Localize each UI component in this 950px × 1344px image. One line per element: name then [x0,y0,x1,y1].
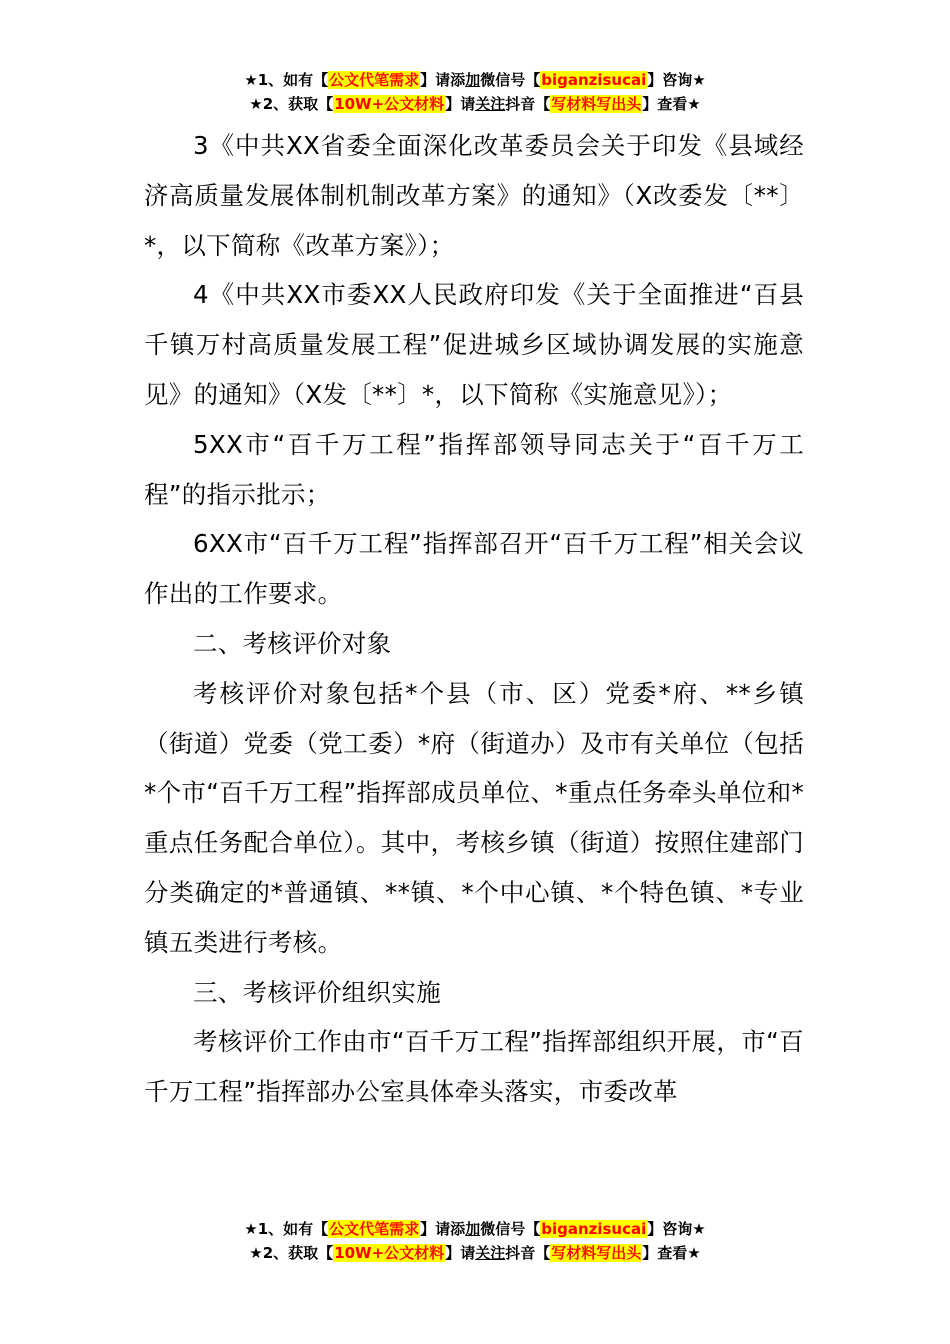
banner-text: 微信号【 [480,1220,541,1238]
banner-line-1 [0,1217,950,1241]
banner-line-2 [0,1241,950,1265]
banner-highlight-wechat-id: biganzisucai [541,1220,647,1238]
banner-highlight: 10W+公文材料 [334,1244,445,1262]
footer-banner [0,1217,950,1265]
banner-text: ★1、如有【 [244,71,329,89]
banner-text: 】查看★ [642,1244,701,1262]
paragraph-evaluation-targets: 考核评价对象包括*个县（市、区）党委*府、**乡镇（街道）党委（党工委）*府（街道办）及市有关单位（包括*个市“百千万工程”指挥部成员单位、*重点任务牵头单位和*重点任务配合单位）。其中，考核乡镇（街道）按照住建部门分类确定的*普通镇、**镇、*个中心镇、*个特色镇、*专业镇五类进行考核。 [144,678,804,957]
banner-underlined-text: 加 [465,71,481,89]
banner-highlight-douyin: 写材料写出头 [551,95,642,113]
section-heading-2: 二、考核评价对象 [193,628,392,658]
banner-text: 】请添 [420,71,466,89]
section-heading-3: 三、考核评价组织实施 [193,977,441,1007]
banner-text: ★2、获取【 [249,95,334,113]
paragraph-item-3: 3《中共XX省委全面深化改革委员会关于印发《县域经济高质量发展体制机制改革方案》的通知》（X改委发〔**〕*，以下简称《改革方案》）； [144,131,804,260]
banner-text: ★1、如有【 [244,1220,329,1238]
banner-text: 】请 [445,1244,476,1262]
banner-underlined-text: 关注 [475,1244,506,1262]
banner-highlight: 公文代笔需求 [329,1220,420,1238]
document-body [144,121,804,1117]
paragraph-item-5: 5XX市“百千万工程”指挥部领导同志关于“百千万工程”的指示批示； [144,429,804,509]
banner-text: 微信号【 [480,71,541,89]
banner-text: 】咨询★ [647,71,706,89]
banner-line-1 [0,68,950,92]
banner-highlight: 10W+公文材料 [334,95,445,113]
banner-line-2 [0,92,950,116]
banner-underlined-text: 关注 [475,95,506,113]
banner-text: 】咨询★ [647,1220,706,1238]
header-banner [0,68,950,116]
banner-text: 】请添 [420,1220,466,1238]
paragraph-item-4: 4《中共XX市委XX人民政府印发《关于全面推进“百县千镇万村高质量发展工程”促进城乡区域协调发展的实施意见》的通知》（X发〔**〕*，以下简称《实施意见》）； [144,280,804,409]
paragraph-organization: 考核评价工作由市“百千万工程”指挥部组织开展，市“百千万工程”指挥部办公室具体牵头落实，市委改革 [144,1027,804,1107]
banner-highlight: 公文代笔需求 [329,71,420,89]
banner-text: 】请 [445,95,476,113]
banner-underlined-text: 加 [465,1220,481,1238]
banner-text: 抖音【 [505,1244,551,1262]
banner-highlight-douyin: 写材料写出头 [551,1244,642,1262]
paragraph-item-6: 6XX市“百千万工程”指挥部召开“百千万工程”相关会议作出的工作要求。 [144,529,804,609]
banner-text: 】查看★ [642,95,701,113]
banner-text: 抖音【 [505,95,551,113]
banner-highlight-wechat-id: biganzisucai [541,71,647,89]
banner-text: ★2、获取【 [249,1244,334,1262]
